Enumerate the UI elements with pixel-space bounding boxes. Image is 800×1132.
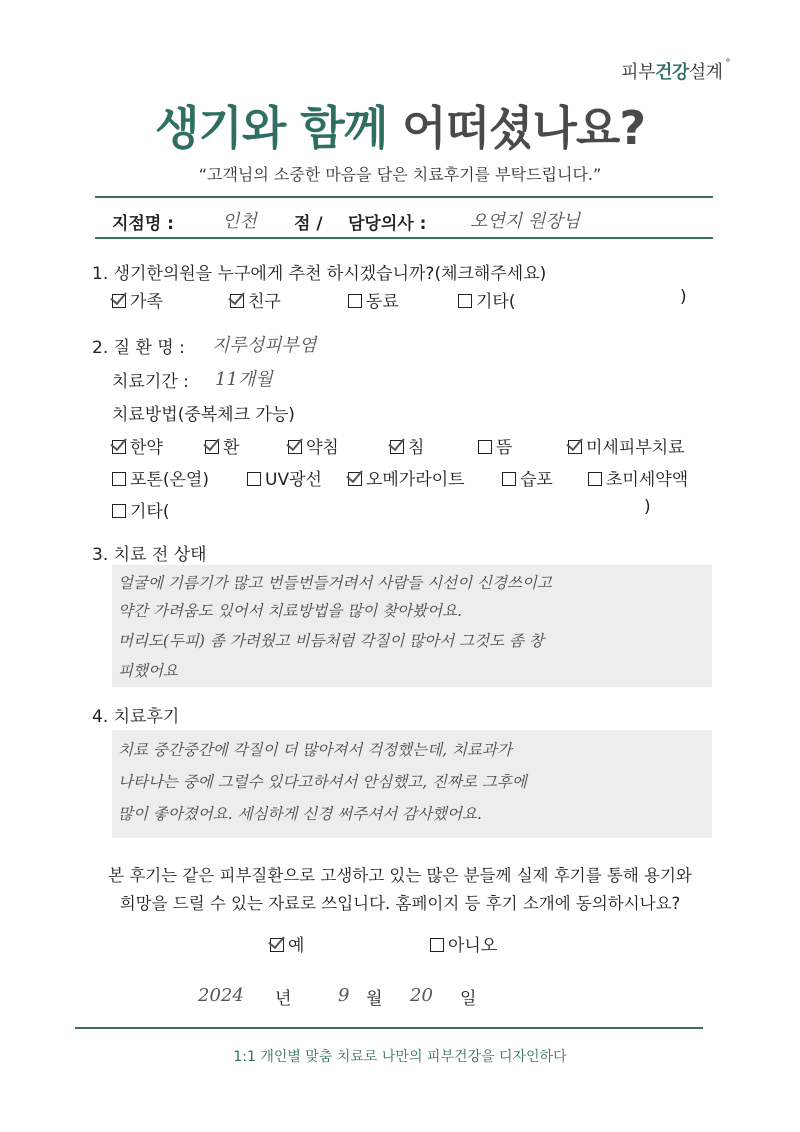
q2-period-value[interactable]: 11개월 <box>215 369 273 390</box>
date-day-unit: 일 <box>460 989 477 1009</box>
q4-line: 치료 중간중간에 각질이 더 많아져서 걱정했는데, 치료과가 <box>118 741 512 759</box>
consent-no[interactable]: 아니오 <box>430 931 497 956</box>
checkbox-icon[interactable] <box>430 938 444 952</box>
q2-period-label: 치료기간 : <box>112 372 189 392</box>
q2-diagnosis-value[interactable]: 지루성피부염 <box>212 335 317 356</box>
method-photon[interactable]: 포톤(온열) <box>112 465 209 490</box>
checkbox-checked-icon[interactable] <box>348 472 362 486</box>
brand-mark: ° <box>725 58 730 69</box>
consent-line1: 본 후기는 같은 피부질환으로 고생하고 있는 많은 분들께 실제 후기를 통해 용기와 <box>108 866 692 885</box>
date-day[interactable]: 20 <box>410 985 433 1006</box>
date-year-unit: 년 <box>275 989 292 1009</box>
date-month-unit: 월 <box>366 989 383 1009</box>
q3-line: 머리도(두피) 좀 가려웠고 비듬처럼 각질이 많아서 그것도 좀 창 <box>118 632 544 650</box>
q3-title: 3. 치료 전 상태 <box>92 545 207 565</box>
q1-other-close: ) <box>680 287 687 307</box>
page-title <box>0 92 800 158</box>
q3-line: 얼굴에 기름기가 많고 번들번들거려서 사람들 시선이 신경쓰이고 <box>118 574 552 592</box>
q3-line: 피했어요 <box>118 662 178 680</box>
q4-line: 나타나는 중에 그럴수 있다고하셔서 안심했고, 진짜로 그후에 <box>118 773 527 791</box>
method-uv-light[interactable]: UV광선 <box>247 465 322 490</box>
q1-option-family[interactable]: 가족 <box>112 287 163 312</box>
q2-diagnosis-label: 2. 질 환 명 : <box>92 338 185 358</box>
q3-answer-area[interactable] <box>112 565 712 687</box>
checkbox-icon[interactable] <box>478 440 492 454</box>
date-month[interactable]: 9 <box>338 985 350 1006</box>
checkbox-checked-icon[interactable] <box>112 440 126 454</box>
consent-yes[interactable]: 예 <box>270 931 304 956</box>
brand-pre: 피부 <box>621 62 655 83</box>
title-part2: 어떠셨나요? <box>402 101 646 155</box>
checkbox-icon[interactable] <box>588 472 602 486</box>
branch-suffix: 점 / <box>294 214 323 234</box>
branch-label: 지점명 : <box>112 214 174 234</box>
consent-line2: 희망을 드릴 수 있는 자료로 쓰입니다. 홈페이지 등 후기 소개에 동의하시나요? <box>119 894 681 913</box>
method-moxibustion[interactable]: 뜸 <box>478 433 512 458</box>
method-herbal-medicine[interactable]: 한약 <box>112 433 163 458</box>
checkbox-checked-icon[interactable] <box>568 440 582 454</box>
checkbox-checked-icon[interactable] <box>230 294 244 308</box>
method-pharmacopuncture[interactable]: 약침 <box>288 433 339 458</box>
method-acupuncture[interactable]: 침 <box>390 433 424 458</box>
checkbox-icon[interactable] <box>112 472 126 486</box>
method-other[interactable]: 기타( <box>112 497 169 522</box>
footer-divider <box>75 1027 703 1029</box>
method-other-close: ) <box>644 497 651 517</box>
q2-method-label: 치료방법(중복체크 가능) <box>112 405 295 425</box>
checkbox-checked-icon[interactable] <box>112 294 126 308</box>
q1-option-friend[interactable]: 친구 <box>230 287 281 312</box>
checkbox-icon[interactable] <box>458 294 472 308</box>
method-pill[interactable]: 환 <box>205 433 239 458</box>
q4-answer-area[interactable] <box>112 730 712 838</box>
checkbox-checked-icon[interactable] <box>390 440 404 454</box>
checkbox-checked-icon[interactable] <box>288 440 302 454</box>
q1-option-other[interactable]: 기타( <box>458 287 515 312</box>
checkbox-icon[interactable] <box>112 504 126 518</box>
q3-line: 약간 가려움도 있어서 치료방법을 많이 찾아봤어요. <box>118 602 462 620</box>
q4-title: 4. 치료후기 <box>92 707 180 727</box>
info-bottom-divider <box>95 237 713 239</box>
brand-logo <box>621 58 730 84</box>
info-top-divider <box>95 196 713 198</box>
method-ultra-fine-solution[interactable]: 초미세약액 <box>588 465 688 490</box>
checkbox-icon[interactable] <box>502 472 516 486</box>
doctor-label: 담당의사 : <box>348 214 427 234</box>
checkbox-icon[interactable] <box>247 472 261 486</box>
date-year[interactable]: 2024 <box>198 985 244 1006</box>
branch-value[interactable]: 인천 <box>222 211 257 232</box>
brand-post: 설계 <box>688 62 723 83</box>
method-omega-light[interactable]: 오메가라이트 <box>348 465 465 490</box>
brand-bold: 건강 <box>654 62 689 83</box>
checkbox-checked-icon[interactable] <box>205 440 219 454</box>
footer-tagline: 1:1 개인별 맞춤 치료로 나만의 피부건강을 디자인하다 <box>233 1049 567 1065</box>
doctor-value[interactable]: 오연지 원장님 <box>470 211 581 232</box>
title-part1: 생기와 함께 <box>154 101 388 155</box>
checkbox-checked-icon[interactable] <box>270 938 284 952</box>
page-subtitle: “고객님의 소중한 마음을 담은 치료후기를 부탁드립니다.” <box>198 165 602 184</box>
method-compress[interactable]: 습포 <box>502 465 553 490</box>
q1-question: 1. 생기한의원을 누구에게 추천 하시겠습니까?(체크해주세요) <box>92 264 547 284</box>
q4-line: 많이 좋아졌어요. 세심하게 신경 써주셔서 감사했어요. <box>118 805 482 823</box>
method-micro-skin-treatment[interactable]: 미세피부치료 <box>568 433 685 458</box>
q1-option-colleague[interactable]: 동료 <box>348 287 399 312</box>
checkbox-icon[interactable] <box>348 294 362 308</box>
